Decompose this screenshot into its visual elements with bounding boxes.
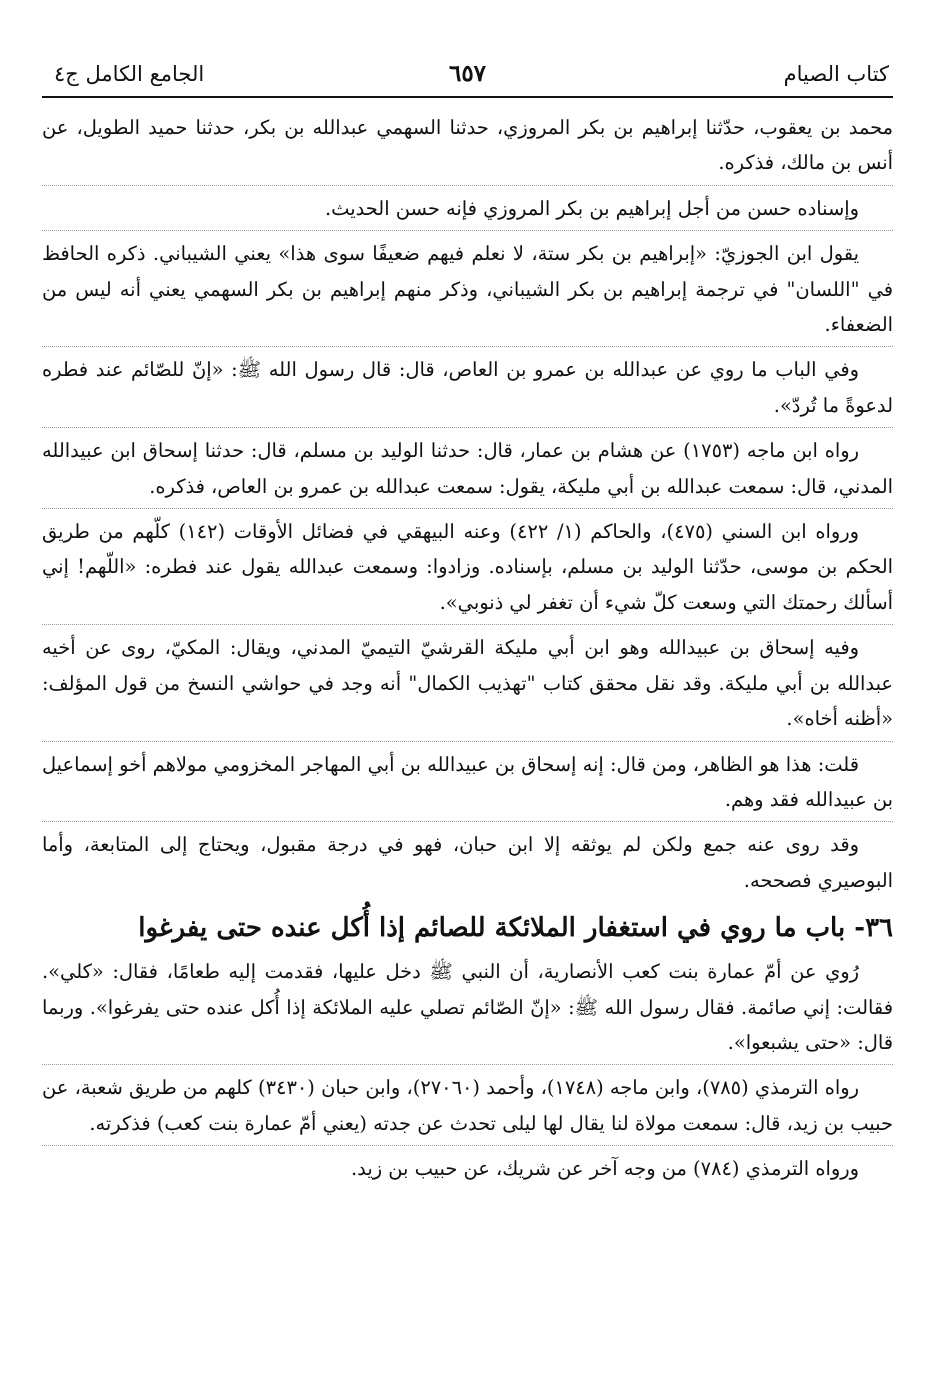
paragraph: يقول ابن الجوزيّ: «إبراهيم بن بكر ستة، لا نعلم فيهم ضعيفًا سوى هذا» يعني الشيباني. ذكره الحافظ في "اللسان" في ترجمة إبراهيم بن بكر الشيباني، وذكر منهم إبراهيم بن بكر السهمي يعني أنه ليس من الضعفاء. (42, 230, 893, 342)
paragraph: وقد روى عنه جمع ولكن لم يوثقه إلا ابن حبان، فهو في درجة مقبول، ويحتاج إلى المتابعة، وأما البوصيري فصححه. (42, 821, 893, 898)
paragraph: رواه ابن ماجه (١٧٥٣) عن هشام بن عمار، قال: حدثنا الوليد بن مسلم، قال: حدثنا إسحاق ابن عبيدالله المدني، قال: سمعت عبدالله بن أبي مليكة، يقول: سمعت عبدالله بن عمرو بن العاص، فذكره. (42, 427, 893, 504)
paragraph: وفي الباب ما روي عن عبدالله بن عمرو بن العاص، قال: قال رسول الله ﷺ: «إنّ للصّائم عند فطره لدعوةً ما تُردّ». (42, 346, 893, 423)
paragraph: قلت: هذا هو الظاهر، ومن قال: إنه إسحاق بن عبيدالله بن أبي المهاجر المخزومي مولاهم أخو إسماعيل بن عبيدالله فقد وهم. (42, 741, 893, 818)
paragraph: رُوي عن أمّ عمارة بنت كعب الأنصارية، أن النبي ﷺ دخل عليها، فقدمت إليه طعامًا، فقال: «كلي». فقالت: إني صائمة. فقال رسول الله ﷺ: «إنّ الصّائم تصلي عليه الملائكة إذا أُكل عنده حتى يفرغوا». وربما قال: «حتى يشبعوا». (42, 960, 893, 1054)
paragraph: ورواه الترمذي (٧٨٤) من وجه آخر عن شريك، عن حبيب بن زيد. (42, 1145, 893, 1186)
paragraph: ورواه ابن السني (٤٧٥)، والحاكم (١/ ٤٢٢) وعنه البيهقي في فضائل الأوقات (١٤٢) كلّهم من طريق الحكم بن موسى، حدّثنا الوليد بن مسلم، بإسناده. وزادوا: وسمعت عبدالله يقول عند فطره: «اللّهم! إني أسألك رحمتك التي وسعت كلّ شيء أن تغفر لي ذنوبي». (42, 508, 893, 620)
collection-title: الجامع الكامل ج٤ (54, 62, 205, 86)
page-number: ٦٥٧ (448, 60, 487, 87)
paragraph: وإسناده حسن من أجل إبراهيم بن بكر المروزي فإنه حسن الحديث. (42, 185, 893, 226)
paragraph: رواه الترمذي (٧٨٥)، وابن ماجه (١٧٤٨)، وأحمد (٢٧٠٦٠)، وابن حبان (٣٤٣٠) كلهم من طريق شعبة، عن حبيب بن زيد، قال: سمعت مولاة لنا يقال لها ليلى تحدث عن جدته (يعني أمّ عمارة بنت كعب) فذكرته. (42, 1064, 893, 1141)
paragraph: محمد بن يعقوب، حدّثنا إبراهيم بن بكر المروزي، حدثنا السهمي عبدالله بن بكر، حدثنا حميد الطويل، عن أنس بن مالك، فذكره. (42, 116, 893, 175)
chapter-heading: ٣٦- باب ما روي في استغفار الملائكة للصائم إذا أُكل عنده حتى يفرغوا (138, 913, 893, 944)
page-body (42, 110, 893, 1187)
book-title: كتاب الصيام (783, 62, 889, 86)
paragraph: وفيه إسحاق بن عبيدالله وهو ابن أبي مليكة القرشيّ التيميّ المدني، ويقال: المكيّ، روى عن أخيه عبدالله بن أبي مليكة. وقد نقل محقق كتاب "تهذيب الكمال" أنه وجد في حواشي النسخ من قول المؤلف: «أظنه أخاه». (42, 624, 893, 736)
page-header (42, 52, 893, 98)
